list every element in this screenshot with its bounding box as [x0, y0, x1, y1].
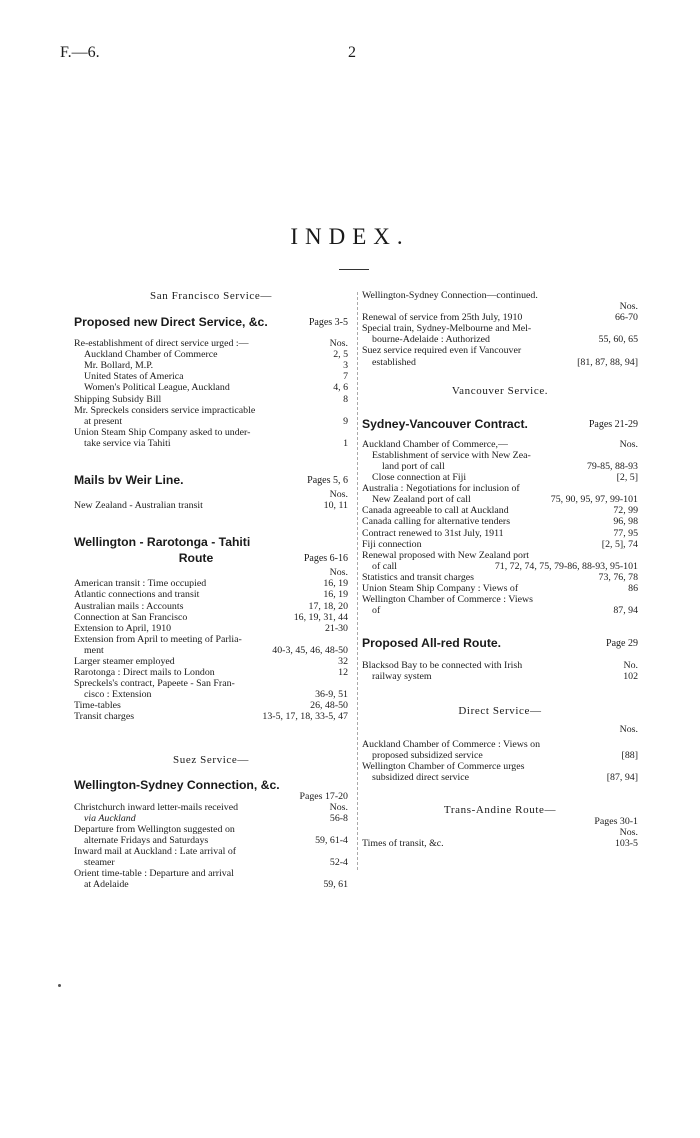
subject-heading-all-red: [362, 636, 638, 650]
index-entry: steamer 52-4: [84, 857, 348, 869]
nos-label: Nos.: [329, 567, 348, 579]
index-entry: subsidized direct service [87, 94]: [372, 771, 638, 783]
right-column: [362, 290, 638, 849]
index-entry: Re-establishment of direct service urged :— Nos.: [74, 338, 348, 350]
index-entry: at present 9: [84, 415, 348, 427]
index-entry: American transit : Time occupied 16, 19: [74, 578, 348, 590]
index-entry: Establishment of service with New Zea-: [372, 449, 531, 461]
page-ref: Pages 21-29: [588, 418, 638, 430]
index-entry: Auckland Chamber of Commerce 2, 5: [84, 349, 348, 361]
subject-heading-rarotonga-line2: [74, 551, 348, 565]
page-ref: Pages 5, 6: [307, 475, 348, 487]
section-heading-vancouver: Vancouver Service.: [451, 384, 549, 397]
section-heading-san-francisco: San Francisco Service—: [150, 290, 272, 302]
index-entry: Shipping Subsidy Bill 8: [74, 393, 348, 405]
page-title: INDEX.: [290, 224, 410, 249]
index-entry: Extension from April to meeting of Parlia-: [74, 633, 242, 645]
index-entry: New Zealand - Australian transit 10, 11: [74, 500, 348, 512]
subject-heading-mails-weir: [74, 473, 348, 487]
subject-heading-sydney-vancouver: [362, 417, 638, 431]
index-entry: Australia : Negotiations for inclusion of: [362, 483, 520, 495]
index-entry: Departure from Wellington suggested on: [74, 823, 235, 835]
index-entry: Mr. Bollard, M.P. 3: [84, 360, 348, 372]
index-entry: proposed subsidized service [88]: [372, 749, 638, 761]
index-entry: Orient time-table : Departure and arrival: [74, 868, 234, 880]
index-entry: cisco : Extension 36-9, 51: [84, 689, 348, 701]
index-entry: of 87, 94: [372, 605, 638, 617]
index-entry: Wellington Chamber of Commerce : Views: [362, 594, 533, 606]
nos-label: Nos.: [619, 301, 638, 313]
index-entry: Canada calling for alternative tenders 96, 98: [362, 516, 638, 528]
index-entry: ment 40-3, 45, 46, 48-50: [84, 644, 348, 656]
index-entry: Auckland Chamber of Commerce,— Nos.: [362, 438, 638, 450]
subject-title: Wellington-Sydney Connection, &c.: [74, 777, 280, 792]
nos-label: Nos.: [619, 827, 638, 839]
index-entry: bourne-Adelaide : Authorized 55, 60, 65: [372, 334, 638, 346]
index-entry: Special train, Sydney-Melbourne and Mel-: [362, 323, 532, 335]
index-entry: Auckland Chamber of Commerce : Views on: [362, 738, 541, 750]
index-entry: Larger steamer employed 32: [74, 655, 348, 667]
subject-title: Proposed new Direct Service, &c.: [74, 315, 268, 330]
index-entry: via Auckland 56-8: [84, 812, 348, 824]
index-entry: Wellington Chamber of Commerce urges: [362, 760, 525, 772]
index-entry: Canada agreeable to call at Auckland 72, 99: [362, 505, 638, 517]
index-entry: Spreckels's contract, Papeete - San Fran-: [74, 678, 235, 690]
index-entry: Mr. Spreckels considers service impracticable: [74, 404, 256, 416]
index-entry: Australian mails : Accounts 17, 18, 20: [74, 600, 348, 612]
page-ref: Pages 6-16: [303, 553, 348, 565]
index-entry: Atlantic connections and transit 16, 19: [74, 589, 348, 601]
page-ref: Page 29: [606, 638, 638, 650]
stray-mark: [58, 984, 61, 987]
title-rule: [339, 269, 369, 270]
index-entry: Contract renewed to 31st July, 1911 77, 95: [362, 527, 638, 539]
nos-label: Nos.: [329, 489, 348, 501]
index-entry: Close connection at Fiji [2, 5]: [372, 472, 638, 484]
index-entry: Renewal of service from 25th July, 1910 66-70: [362, 312, 638, 324]
subject-title: Route: [178, 551, 214, 566]
index-entry: Fiji connection [2, 5], 74: [362, 538, 638, 550]
subject-heading-rarotonga: [74, 535, 348, 549]
index-entry: Extension to April, 1910 21-30: [74, 622, 348, 634]
page-ref-row: Pages 17-20: [299, 790, 348, 802]
index-entry: Inward mail at Auckland : Late arrival of: [74, 846, 237, 858]
section-heading-suez: Suez Service—: [173, 753, 249, 766]
index-entry: at Adelaide 59, 61: [84, 879, 348, 891]
index-entry: Statistics and transit charges 73, 76, 78: [362, 571, 638, 583]
index-entry: railway system 102: [372, 671, 638, 683]
subject-title: Sydney-Vancouver Contract.: [362, 416, 528, 431]
index-entry: Rarotonga : Direct mails to London 12: [74, 667, 348, 679]
index-entry: United States of America 7: [84, 371, 348, 383]
subject-title: Proposed All-red Route.: [362, 636, 502, 651]
index-entry: established [81, 87, 88, 94]: [372, 356, 638, 368]
column-divider: [357, 292, 358, 870]
index-entry: Union Steam Ship Company asked to under-: [74, 426, 251, 438]
subject-title: Mails bv Weir Line.: [74, 473, 184, 488]
document-code: F.—6.: [60, 44, 100, 61]
index-entry: take service via Tahiti 1: [84, 437, 348, 449]
index-entry: of call 71, 72, 74, 75, 79-86, 88-93, 95-101: [372, 560, 638, 572]
section-heading-direct: Direct Service—: [458, 705, 542, 718]
index-entry: Suez service required even if Vancouver: [362, 345, 522, 357]
index-entry: Transit charges 13-5, 17, 18, 33-5, 47: [74, 711, 348, 723]
section-heading-trans-andine: Trans-Andine Route—: [443, 804, 557, 816]
index-entry: Union Steam Ship Company : Views of 86: [362, 582, 638, 594]
subject-heading-wellington-sydney: [74, 778, 348, 792]
index-entry: Christchurch inward letter-mails received Nos.: [74, 801, 348, 813]
index-entry: Time-tables 26, 48-50: [74, 700, 348, 712]
index-entry: alternate Fridays and Saturdays 59, 61-4: [84, 835, 348, 846]
subject-heading-proposed-direct: [74, 315, 348, 329]
index-entry: Times of transit, &c. 103-5: [362, 838, 638, 850]
index-entry: Women's Political League, Auckland 4, 6: [84, 382, 348, 394]
continued-heading: Wellington-Sydney Connection—continued.: [362, 290, 538, 301]
page-ref: Pages 30-1: [594, 816, 638, 828]
subject-title: Wellington - Rarotonga - Tahiti: [74, 535, 251, 550]
index-entry: Connection at San Francisco 16, 19, 31, 44: [74, 611, 348, 623]
index-entry: Blacksod Bay to be connected with Irish No.: [362, 660, 638, 672]
page-ref: Pages 3-5: [308, 317, 348, 329]
index-entry: land port of call 79-85, 88-93: [382, 460, 638, 472]
nos-label: Nos.: [619, 723, 638, 735]
index-entry: New Zealand port of call 75, 90, 95, 97, 99-101: [372, 494, 638, 506]
page-number: 2: [348, 44, 356, 61]
left-column: [74, 290, 348, 890]
index-entry: Renewal proposed with New Zealand port: [362, 549, 530, 561]
